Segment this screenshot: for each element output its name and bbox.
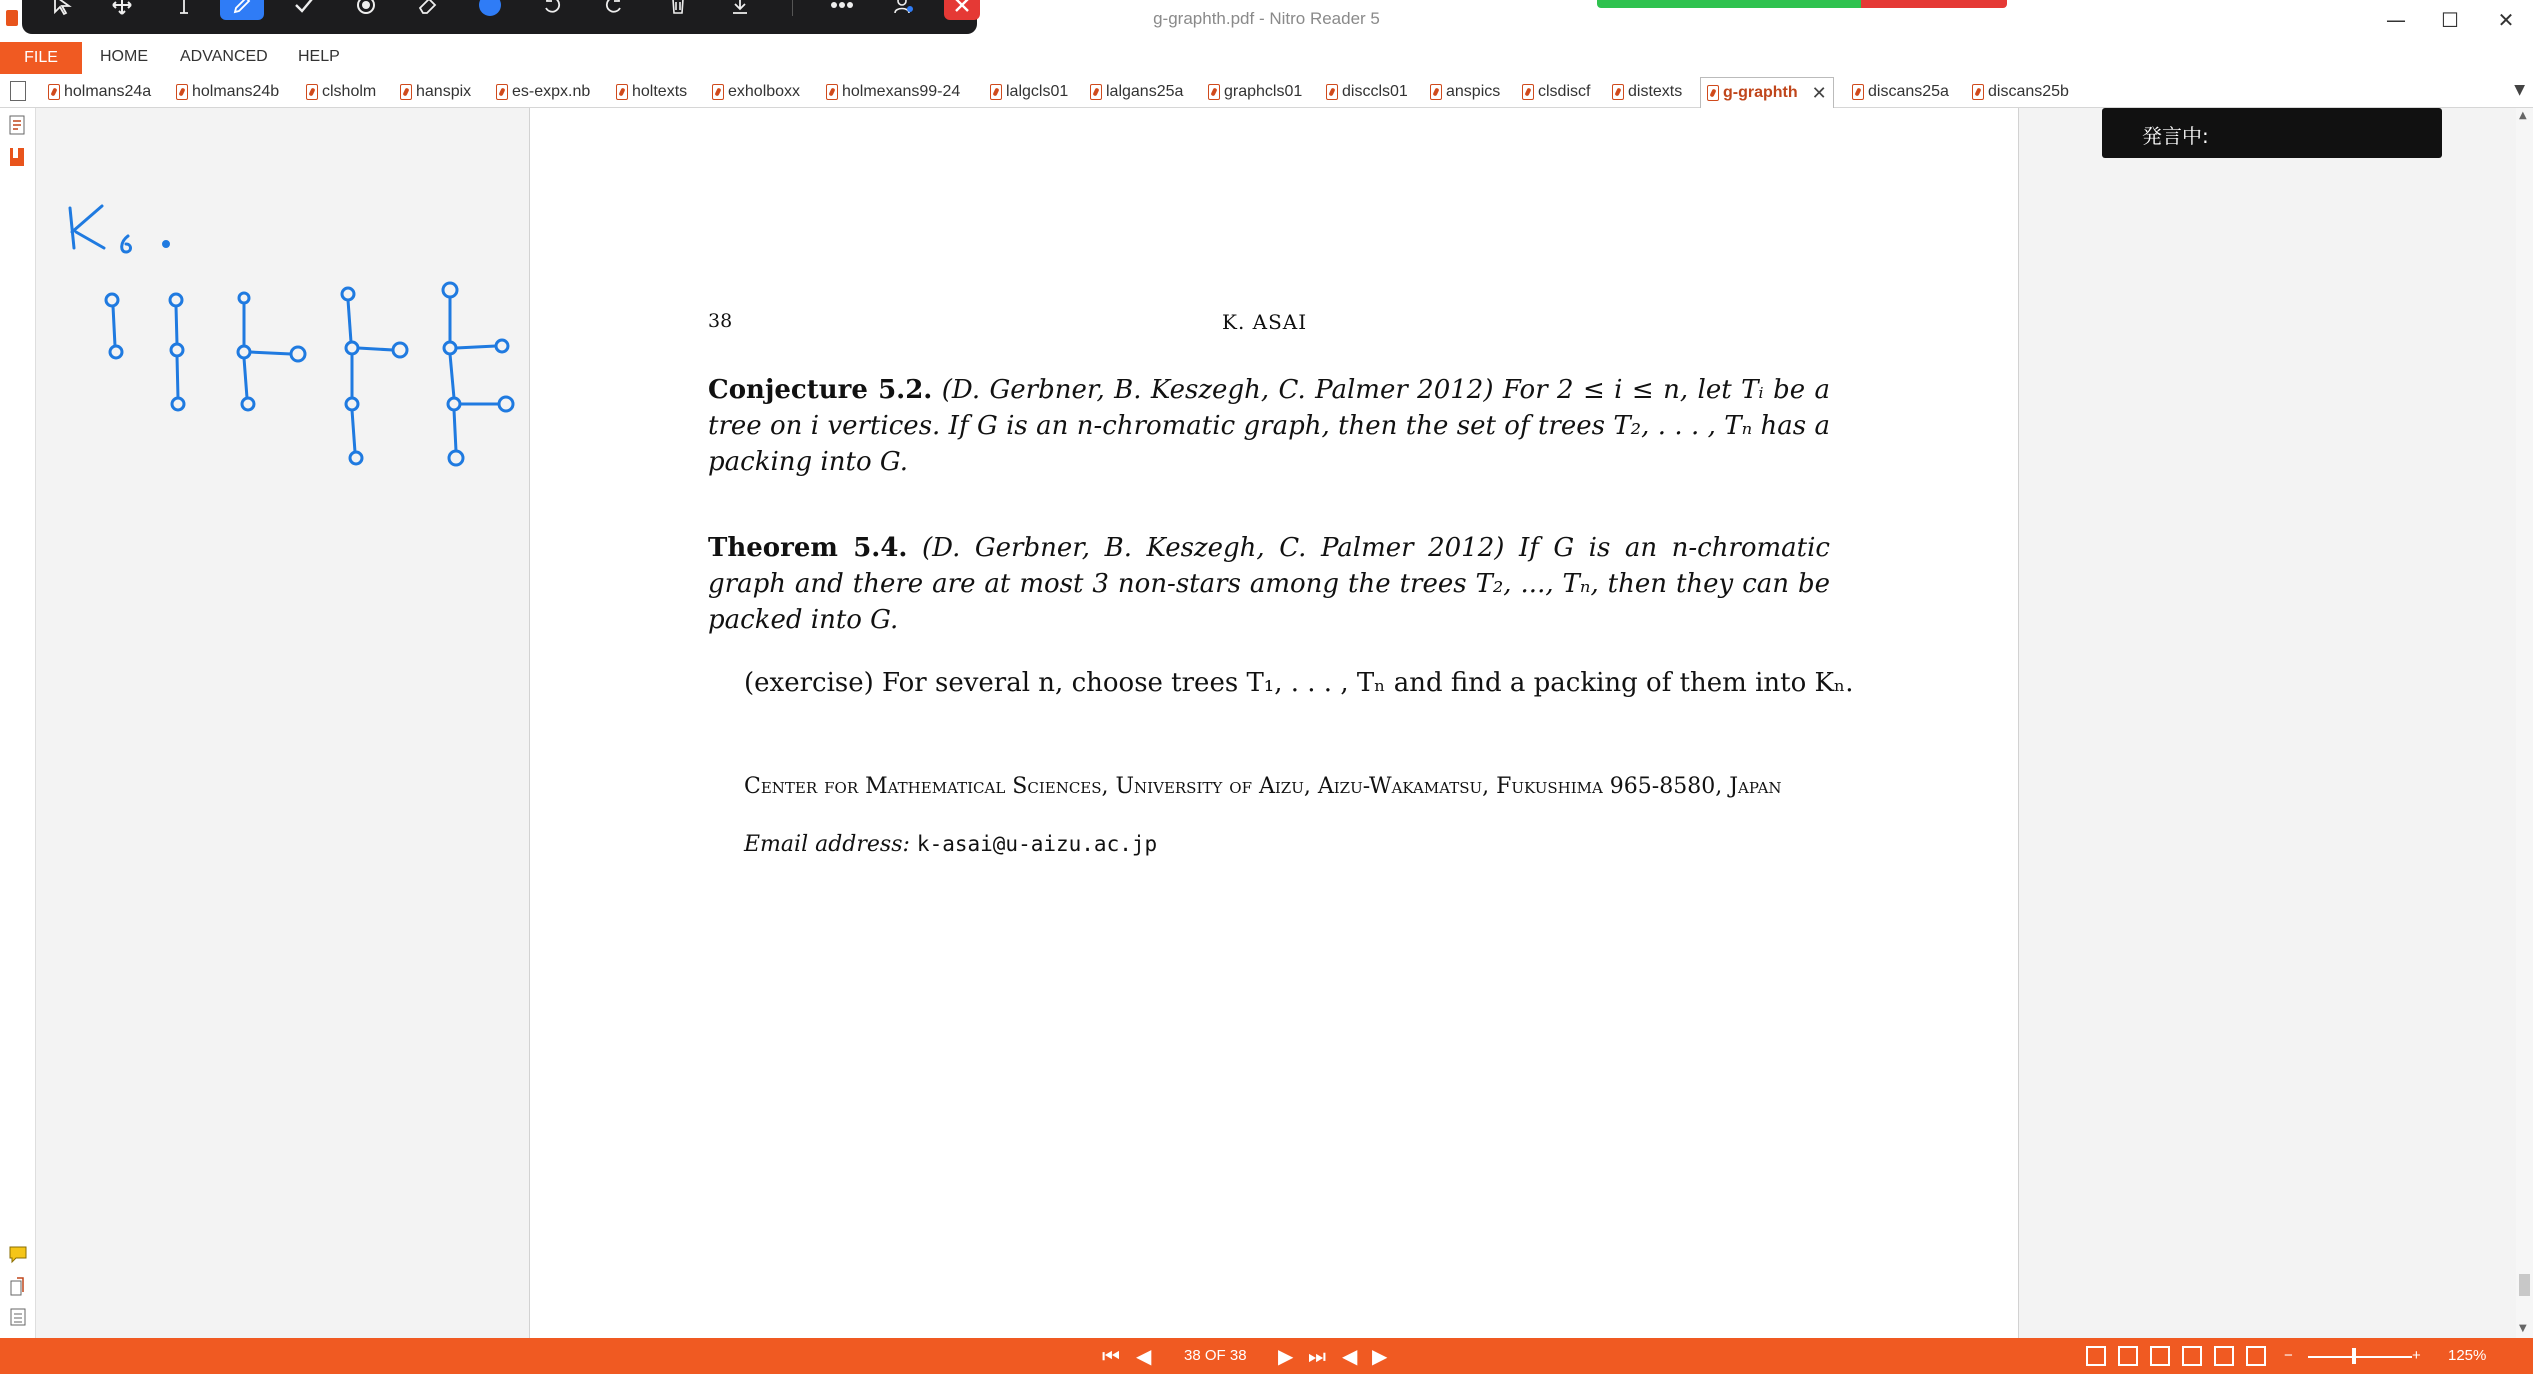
tab-clsdiscf[interactable]: clsdiscf [1522,80,1590,104]
status-bar [0,1338,2533,1374]
zoom-out-button[interactable]: − [2284,1347,2293,1364]
tab-overflow-chevron-icon[interactable]: ▼ [2514,82,2525,98]
author-address: Center for Mathematical Sciences, University of Aizu, Aizu-Wakamatsu, Fukushima 965-8580, Japan [744,774,1782,799]
previous-page-icon[interactable]: ◀ [1136,1344,1152,1368]
tab-holmans24a[interactable]: holmans24a [48,80,151,104]
tab-close-icon[interactable]: ✕ [1811,82,1827,103]
next-page-icon[interactable]: ▶ [1278,1344,1294,1368]
menu-advanced[interactable]: ADVANCED [180,48,268,65]
tab-distexts[interactable]: distexts [1612,80,1682,104]
close-window-button[interactable]: ✕ [2497,8,2515,32]
theorem-block [708,530,1830,638]
tab-anspics[interactable]: anspics [1430,80,1500,104]
full-screen-icon[interactable] [2246,1346,2266,1366]
blue-color-swatch [479,0,501,16]
theorem-attribution: (D. Gerbner, B. Keszegh, C. Palmer 2012) [922,533,1505,563]
user-settings-icon[interactable] [882,0,926,20]
zoom-level[interactable]: 125% [2448,1347,2487,1364]
tab-discans25a[interactable]: discans25a [1852,80,1949,104]
eraser-icon[interactable] [406,0,450,20]
email-label: Email address: [744,832,910,857]
more-icon[interactable] [820,0,864,20]
facing-view-icon[interactable] [2150,1346,2170,1366]
pdf-file-icon [616,84,628,100]
window-title: g-graphth.pdf - Nitro Reader 5 [1153,9,1380,28]
pdf-file-icon [1208,84,1220,100]
tab-holmans24b[interactable]: holmans24b [176,80,279,104]
tab-clsholm[interactable]: clsholm [306,80,376,104]
scroll-up-arrow-icon[interactable]: ▲ [2519,110,2527,121]
recording-indicator-red [1861,0,2007,8]
pdf-file-icon [826,84,838,100]
page-number: 38 [708,310,733,332]
bookmarks-icon[interactable] [8,146,28,168]
pdf-file-icon [712,84,724,100]
page-view-icon[interactable] [10,81,26,101]
page-thumbnails-icon[interactable] [8,114,28,136]
scroll-down-arrow-icon[interactable]: ▼ [2519,1323,2527,1334]
menu-bar [0,40,2533,74]
pdf-file-icon [306,84,318,100]
last-page-icon[interactable]: ⏭ [1308,1344,1326,1368]
pdf-file-icon [1430,84,1442,100]
close-icon[interactable] [944,0,980,20]
vertical-scrollbar[interactable] [2516,108,2533,1338]
attachments-icon[interactable] [8,1276,28,1298]
single-page-view-icon[interactable] [2086,1346,2106,1366]
conjecture-text: For 2 ≤ i ≤ n, let Tᵢ be a tree on i vertices. If G is an n-chromatic graph, then the set of trees T₂, . . . , Tₙ has a packing into G. [708,375,1831,477]
zoom-in-button[interactable]: + [2412,1347,2421,1364]
tab-discans25b[interactable]: discans25b [1972,80,2069,104]
pdf-file-icon [400,84,412,100]
page-indicator[interactable]: 38 OF 38 [1184,1347,1247,1364]
conjecture-block [708,372,1830,480]
menu-help[interactable]: HELP [298,48,340,65]
tab-lalgans25a[interactable]: lalgans25a [1090,80,1183,104]
fit-width-icon[interactable] [2214,1346,2234,1366]
layers-icon[interactable] [8,1306,28,1328]
pdf-file-icon [1326,84,1338,100]
check-icon[interactable] [282,0,326,20]
move-icon[interactable] [100,0,144,20]
left-side-panel [0,108,36,1338]
pdf-file-icon [1852,84,1864,100]
author-email-line [744,832,1157,857]
email-address: k-asai@u-aizu.ac.jp [916,832,1158,856]
undo-icon[interactable] [530,0,574,20]
annotation-toolbar [22,0,977,34]
document-workspace [36,108,2516,1338]
running-head: K. ASAI [1222,310,1308,334]
theorem-label: Theorem 5.4. [708,533,908,563]
redo-icon[interactable] [592,0,636,20]
pen-icon[interactable] [220,0,264,20]
highlighter-icon[interactable] [344,0,388,20]
comments-icon[interactable] [8,1244,28,1266]
pdf-file-icon [48,84,60,100]
trash-icon[interactable] [656,0,700,20]
theorem-text: If G is an n-chromatic graph and there are at most 3 non-stars among the trees T₂, ..., Tₙ, then they can be packed into G. [708,533,1830,635]
pdf-file-icon [1090,84,1102,100]
live-caption-box: 発言中: [2102,108,2442,158]
tab-holmexans99-24[interactable]: holmexans99-24 [826,80,960,104]
back-view-icon[interactable]: ◀ [1342,1344,1358,1368]
continuous-view-icon[interactable] [2118,1346,2138,1366]
recording-indicator-green [1597,0,1861,8]
maximize-button[interactable]: ☐ [2441,8,2459,32]
handwritten-trees-drawing [36,108,536,508]
pdf-file-icon [1972,84,1984,100]
tab-exholboxx[interactable]: exholboxx [712,80,800,104]
pdf-page [529,108,2019,1338]
scrollbar-thumb[interactable] [2519,1274,2530,1296]
tab-disccls01[interactable]: disccls01 [1326,80,1408,104]
toolbar-separator [792,0,793,16]
text-cursor-icon[interactable] [162,0,206,20]
conjecture-label: Conjecture 5.2. [708,375,933,405]
minimize-button[interactable]: — [2386,8,2406,32]
exercise-text: (exercise) For several n, choose trees T₁, . . . , Tₙ and find a packing of them into Kₙ. [744,668,1854,698]
tab-lalgcls01[interactable]: lalgcls01 [990,80,1068,104]
download-icon[interactable] [718,0,762,20]
menu-file[interactable]: FILE [0,42,82,74]
tab-g-graphth[interactable]: g-graphth ✕ [1700,77,1834,108]
tab-es-expx[interactable]: es-expx.nb [496,80,590,104]
zoom-slider-track[interactable] [2308,1356,2412,1358]
color-picker[interactable] [468,0,512,20]
menu-home[interactable]: HOME [100,48,148,65]
pdf-file-icon [176,84,188,100]
pdf-file-icon [1522,84,1534,100]
pdf-file-icon [1612,84,1624,100]
pdf-file-icon [990,84,1002,100]
tab-graphcls01[interactable]: graphcls01 [1208,80,1302,104]
facing-continuous-view-icon[interactable] [2182,1346,2202,1366]
tab-holtexts[interactable]: holtexts [616,80,687,104]
zoom-slider-knob[interactable] [2352,1348,2356,1364]
tab-hanspix[interactable]: hanspix [400,80,471,104]
pdf-file-icon [496,84,508,100]
conjecture-attribution: (D. Gerbner, B. Keszegh, C. Palmer 2012) [941,375,1494,405]
pdf-file-icon [1707,85,1719,101]
document-tab-strip [0,74,2533,108]
first-page-icon[interactable]: ⏮ [1102,1344,1120,1368]
forward-view-icon[interactable]: ▶ [1372,1344,1388,1368]
pointer-icon[interactable] [40,0,84,20]
